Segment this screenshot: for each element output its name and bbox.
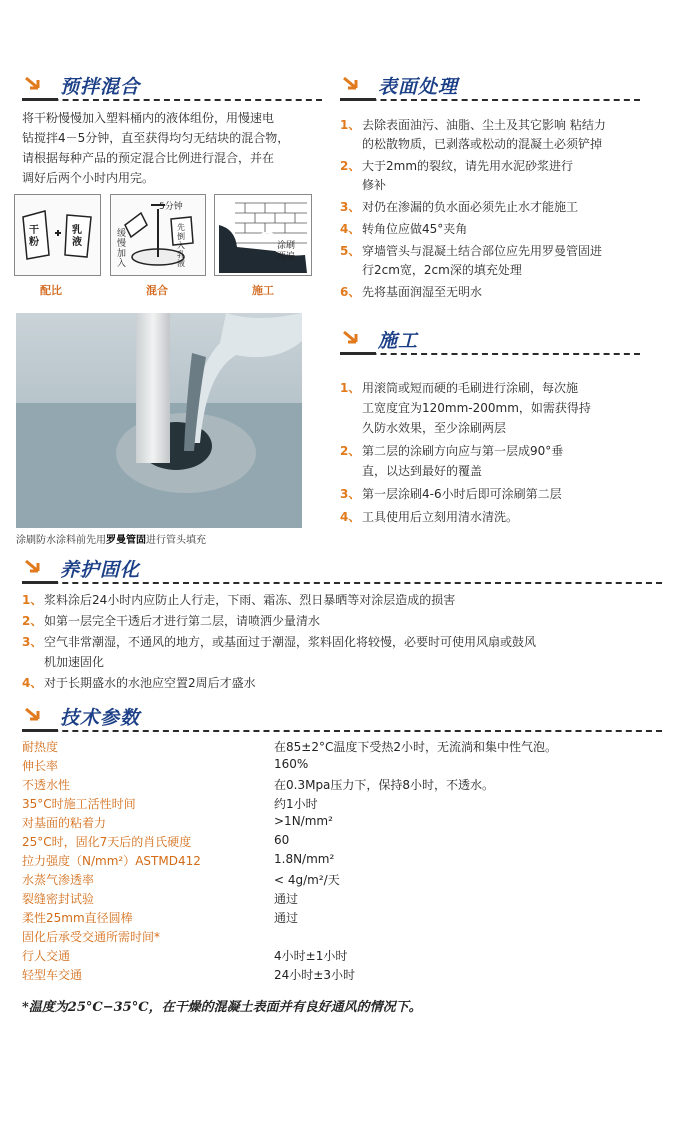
spec-value: 160% xyxy=(274,757,309,771)
list-item xyxy=(340,283,660,302)
item-text: 的松散物质，已剥落或松动的混凝土必须铲掉 xyxy=(362,137,603,151)
arrow-mark-icon xyxy=(340,74,372,96)
spec-value: < 4g/m²/天 xyxy=(274,873,340,887)
list-number: 1、 xyxy=(22,593,43,607)
list-item xyxy=(340,441,660,481)
list-number: 5、 xyxy=(340,244,361,258)
spec-row xyxy=(22,947,662,966)
section-divider xyxy=(340,99,640,101)
spec-row xyxy=(22,814,662,833)
spec-row xyxy=(22,852,662,871)
list-number: 4、 xyxy=(340,510,361,524)
list-item xyxy=(22,590,672,610)
spec-key: 35°C时施工活性时间 xyxy=(22,797,136,811)
list-item xyxy=(22,632,672,672)
illustration-application xyxy=(214,194,312,276)
twice-label: 涂刷两遍 xyxy=(277,241,296,262)
caption-text: 进行管头填充 xyxy=(146,535,206,546)
list-item xyxy=(22,611,672,631)
section-premix-header xyxy=(22,72,322,106)
list-number: 2、 xyxy=(340,159,361,173)
arrow-mark-icon xyxy=(22,74,54,96)
curing-list xyxy=(22,590,672,694)
spec-key: 伸长率 xyxy=(22,759,59,773)
section-title: 表面处理 xyxy=(378,76,459,98)
section-divider xyxy=(340,353,640,355)
list-item xyxy=(340,242,660,280)
section-title: 预拌混合 xyxy=(60,76,141,98)
photo-drawing xyxy=(16,313,302,528)
caption-text: 涂刷防水涂料前先用 xyxy=(16,535,106,546)
section-title: 养护固化 xyxy=(60,559,141,581)
list-item xyxy=(340,507,660,527)
item-text: 浆料涂后24小时内应防止人行走，下雨、霜冻、烈日暴晒等对涂层造成的损害 xyxy=(44,593,456,607)
caption-application: 施工 xyxy=(252,284,274,297)
spec-key: 对基面的粘着力 xyxy=(22,816,107,830)
item-text: 机加速固化 xyxy=(44,655,105,669)
spec-key: 耐热度 xyxy=(22,740,59,754)
wall-drawing xyxy=(215,195,311,275)
bag-b-label: 乳液 xyxy=(72,225,82,248)
spec-value: 24小时±3小时 xyxy=(274,968,355,982)
spec-key: 水蒸气渗透率 xyxy=(22,873,95,887)
list-item xyxy=(340,198,660,217)
spec-value: 4小时±1小时 xyxy=(274,949,348,963)
spec-row xyxy=(22,795,662,814)
spec-value: >1N/mm² xyxy=(274,814,333,828)
section-curing-header xyxy=(22,555,662,589)
list-item xyxy=(22,673,672,693)
spec-row xyxy=(22,928,662,947)
arrow-mark-icon xyxy=(340,328,372,350)
paragraph-line: 钻搅拌4－5分钟，直至获得均匀无结块的混合物， xyxy=(22,131,290,145)
caption-mixing: 混合 xyxy=(146,284,168,297)
item-text: 大于2mm的裂纹，请先用水泥砂浆进行 xyxy=(362,159,574,173)
section-divider-accent xyxy=(22,581,58,584)
photo-caption xyxy=(16,531,206,546)
item-text: 久防水效果，至少涂刷两层 xyxy=(362,421,507,435)
surface-list xyxy=(340,116,660,305)
item-text: 如第一层完全干透后才进行第二层，请喷洒少量清水 xyxy=(44,614,321,628)
spec-key: 固化后承受交通所需时间* xyxy=(22,930,161,944)
section-construction-header xyxy=(340,326,640,360)
paragraph-line: 调好后两个小时内用完。 xyxy=(22,171,155,185)
spec-value: 1.8N/mm² xyxy=(274,852,335,866)
item-text: 对仍在渗漏的负水面必须先止水才能施工 xyxy=(362,200,579,214)
slow-label: 缓慢加入 xyxy=(117,229,127,269)
spec-key: 拉力强度（N/mm²）ASTMD412 xyxy=(22,854,201,868)
construction-list xyxy=(340,378,660,530)
list-number: 2、 xyxy=(340,444,361,458)
list-number: 2、 xyxy=(22,614,43,628)
item-text: 穿墙管头与混凝土结合部位应先用罗曼管固进 xyxy=(362,244,603,258)
spec-value: 60 xyxy=(274,833,290,847)
section-tech-header xyxy=(22,703,662,737)
spec-row xyxy=(22,890,662,909)
list-number: 3、 xyxy=(340,487,361,501)
section-divider xyxy=(22,582,662,584)
spec-key: 不透水性 xyxy=(22,778,71,792)
list-number: 6、 xyxy=(340,285,361,299)
section-title: 技术参数 xyxy=(60,707,141,729)
spec-row xyxy=(22,871,662,890)
item-text: 直，以达到最好的覆盖 xyxy=(362,464,483,478)
item-text: 空气非常潮湿，不通风的地方，或基面过于潮湿，浆料固化将较慢，必要时可使用风扇或鼓风 xyxy=(44,635,537,649)
spec-key: 行人交通 xyxy=(22,949,71,963)
spec-value: 约1小时 xyxy=(274,797,318,811)
pipe-filling-photo xyxy=(16,313,302,528)
spec-value: 在0.3Mpa压力下，保持8小时，不透水。 xyxy=(274,778,495,792)
item-text: 行2cm宽，2cm深的填充处理 xyxy=(362,263,522,277)
spec-value: 在85±2°C温度下受热2小时，无流淌和集中性气泡。 xyxy=(274,740,557,754)
section-divider-accent xyxy=(22,98,58,101)
bags-drawing xyxy=(15,195,100,275)
list-number: 1、 xyxy=(340,381,361,395)
first-label: 先倒入乳液 xyxy=(177,223,185,268)
item-text: 用滚筒或短而硬的毛刷进行涂刷，每次施 xyxy=(362,381,579,395)
item-text: 工宽度宜为120mm-200mm，如需获得持 xyxy=(362,401,591,415)
list-number: 4、 xyxy=(22,676,43,690)
list-item xyxy=(340,116,660,154)
time-label: 5分钟 xyxy=(159,202,183,212)
list-number: 1、 xyxy=(340,118,361,132)
list-number: 3、 xyxy=(340,200,361,214)
illustration-mixing xyxy=(110,194,206,276)
item-text: 修补 xyxy=(362,178,387,192)
premix-paragraph xyxy=(22,108,322,188)
caption-product: 罗曼管固 xyxy=(106,535,146,546)
spec-row xyxy=(22,776,662,795)
list-item xyxy=(340,157,660,195)
list-item xyxy=(340,378,660,438)
list-number: 4、 xyxy=(340,222,361,236)
spec-key: 轻型车交通 xyxy=(22,968,83,982)
arrow-mark-icon xyxy=(22,557,54,579)
section-divider-accent xyxy=(22,729,58,732)
section-surface-header xyxy=(340,72,640,106)
section-divider-accent xyxy=(340,352,376,355)
spec-value: 通过 xyxy=(274,892,299,906)
item-text: 工具使用后立刻用清水清洗。 xyxy=(362,510,519,524)
bag-a-label: 干粉 xyxy=(29,225,39,248)
section-divider xyxy=(22,99,322,101)
arrow-mark-icon xyxy=(22,705,54,727)
item-text: 第二层的涂刷方向应与第一层成90°垂 xyxy=(362,444,564,458)
list-item xyxy=(340,220,660,239)
list-number: 3、 xyxy=(22,635,43,649)
illustration-ratio xyxy=(14,194,101,276)
section-title: 施工 xyxy=(378,330,419,352)
spec-key: 柔性25mm直径圆棒 xyxy=(22,911,133,925)
caption-ratio: 配比 xyxy=(40,284,62,297)
item-text: 第一层涂刷4-6小时后即可涂刷第二层 xyxy=(362,487,562,501)
spec-row xyxy=(22,738,662,757)
item-text: 先将基面润湿至无明水 xyxy=(362,285,483,299)
spec-row xyxy=(22,757,662,776)
spec-key: 裂缝密封试验 xyxy=(22,892,95,906)
spec-row xyxy=(22,909,662,928)
item-text: 转角位应做45°夹角 xyxy=(362,222,468,236)
section-divider-accent xyxy=(340,98,376,101)
spec-row xyxy=(22,966,662,985)
item-text: 对于长期盛水的水池应空置2周后才盛水 xyxy=(44,676,256,690)
spec-key: 25°C时，固化7天后的肖氏硬度 xyxy=(22,835,192,849)
list-item xyxy=(340,484,660,504)
paragraph-line: 将干粉慢慢加入塑料桶内的液体组份，用慢速电 xyxy=(22,111,275,125)
spec-value: 通过 xyxy=(274,911,299,925)
paragraph-line: 请根据每种产品的预定混合比例进行混合，并在 xyxy=(22,151,275,165)
spec-row xyxy=(22,833,662,852)
item-text: 去除表面油污、油脂、尘土及其它影响 粘结力 xyxy=(362,118,606,132)
tech-footnote: *温度为25°C−35°C，在干燥的混凝土表面并有良好通风的情况下。 xyxy=(22,1000,422,1015)
section-divider xyxy=(22,730,662,732)
